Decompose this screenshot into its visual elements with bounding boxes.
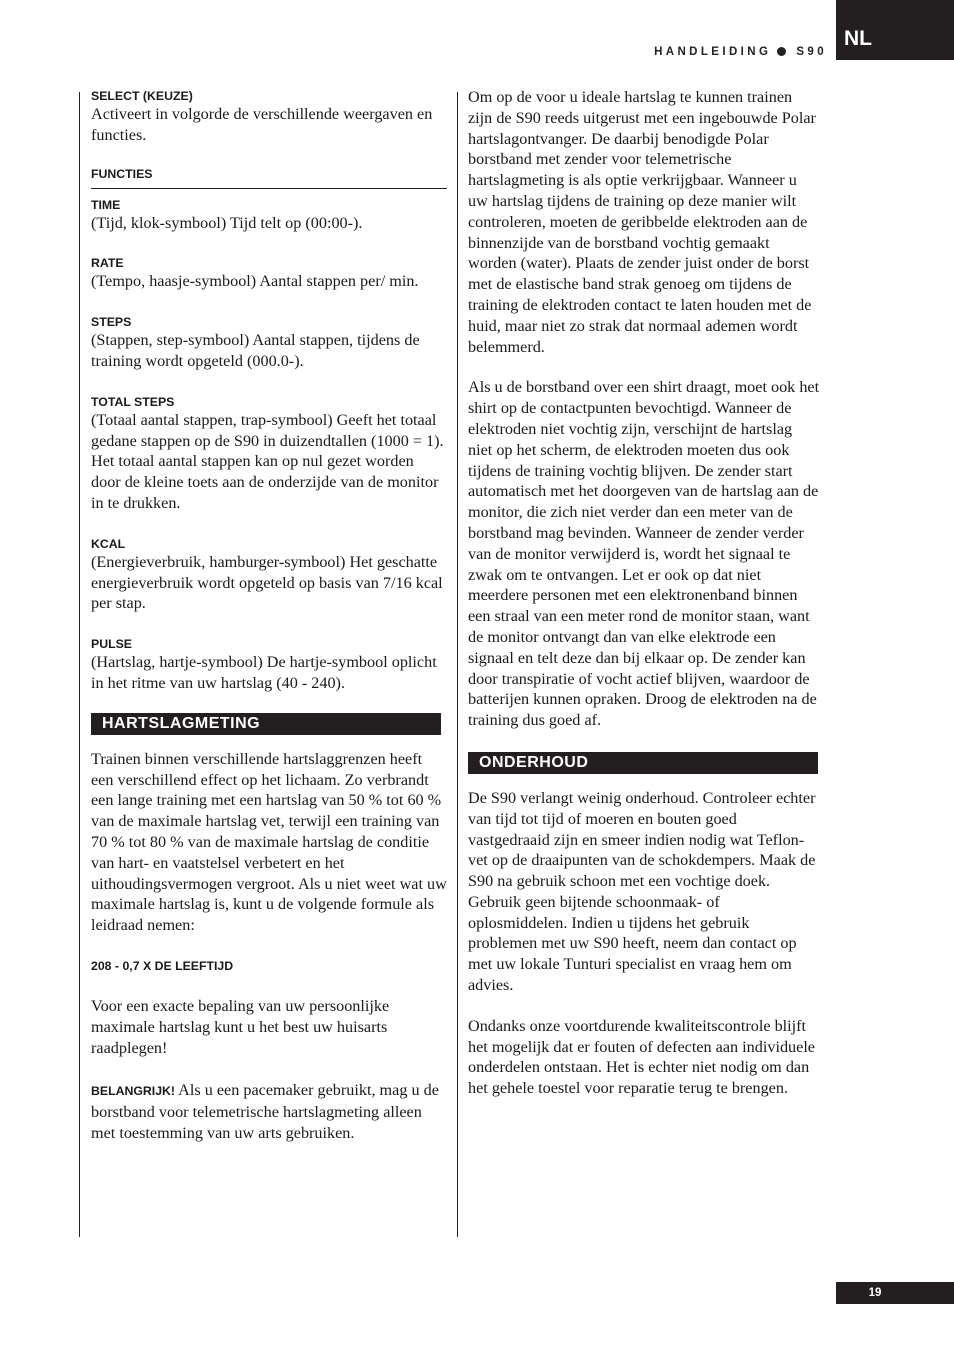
steps-heading: STEPS (91, 315, 132, 330)
page-number (836, 1282, 954, 1304)
pulse-text: (Hartslag, hartje-symbool) De hartje-symbool oplicht in het ritme van uw hartslag (40 - 240). (91, 653, 437, 692)
left-column-rule (79, 92, 80, 1237)
language-label: NL (844, 27, 872, 50)
belangrijk-label: BELANGRIJK! (91, 1084, 176, 1099)
right-column (468, 87, 820, 1099)
kcal-heading: KCAL (91, 536, 126, 551)
bullet-dot-icon (777, 47, 786, 56)
onderhoud-paragraph: De S90 verlangt weinig onderhoud. Controleer echter van tijd tot tijd of moeren en bouten goed vastgedraaid zijn en smeer indien nodig wat Teflon-vet op de draaipunten van de schokdempers. Maak de S90 na gebruik schoon met een vochtige doek. Gebruik geen bijtende schoonmaak- of oplosmiddelen. Indien u tijdens het gebruik problemen met uw S90 heeft, neem dan contact op met uw lokale Tunturi specialist en vraag hem om advies. (468, 788, 816, 995)
time-text: (Tijd, klok-symbool) Tijd telt op (00:00-). (91, 213, 363, 232)
total-steps-heading: TOTAL STEPS (91, 394, 175, 409)
total-steps-text: (Totaal aantal stappen, trap-symbool) Geeft het totaal gedane stappen op de S90 in duizendtallen (1000 = 1). Het totaal aantal stappen kan op nul gezet worden door de kleine toets aan de onderzijde van de monitor in te drukken. (91, 410, 444, 512)
manual-title: HANDLEIDING (654, 46, 772, 58)
functies-heading: FUNCTIES (91, 166, 447, 189)
formula: 208 - 0,7 X DE LEEFTIJD (91, 958, 234, 973)
language-tab (836, 0, 954, 60)
rate-heading: RATE (91, 256, 124, 271)
hartslagmeting-heading: HARTSLAGMETING (91, 713, 441, 735)
belangrijk-text: Als u een pacemaker gebruikt, mag u de borstband voor telemetrische hartslagmeting alleen met toestemming van uw arts gebruiken. (91, 1081, 439, 1142)
select-text: Activeert in volgorde de verschillende weergaven en functies. (91, 105, 433, 144)
hartslagmeting-text: Trainen binnen verschillende hartslaggrenzen heeft een verschillend effect op het lichaam. Zo verbrandt een lange training met een hartslag van 50 % tot 60 % van de maximale hartslag vet, terwijl een training van 70 % tot 80 % van de maximale hartslag de conditie van hart- en vaatstelsel verbetert en het uithoudingsvermogen vergroot. Als u niet weet wat uw maximale hartslag is, kunt u de volgende formule als leidraad nemen: (91, 749, 447, 935)
shirt-paragraph: Als u de borstband over een shirt draagt, moet ook het shirt op de contactpunten bevochtigd. Wanneer de elektroden niet vochtig zijn, verschijnt de hartslag niet op het scherm, de elektroden moeten dus ook tijdens de training vochtig blijven. De zender start automatisch met het doorgeven van de hartslag aan de monitor, die zich niet verder dan een meter van de borstband mag bevinden. Wanneer de zender verder van de monitor verwijderd is, wordt het signaal te zwak om te ontvangen. Let er ook op dat niet meerdere personen met een elektronenband binnen een straal van een meter rond de monitor staan, want de monitor ontvangt dan van elke elektrode een signaal en telt deze dan bij elkaar op. De zender kan door transpiratie of vocht actief blijven, waardoor de batterijen kunnen opraken. Droog de elektroden na de training dus goed af. (468, 378, 820, 730)
right-column-rule (457, 92, 458, 1237)
onderhoud-heading: ONDERHOUD (468, 752, 818, 774)
select-heading: SELECT (KEUZE) (91, 89, 193, 103)
exact-text: Voor een exacte bepaling van uw persoonlijke maximale hartslag kunt u het best uw huisarts raadplegen! (91, 996, 390, 1057)
steps-text: (Stappen, step-symbool) Aantal stappen, tijdens de training wordt opgeteld (000.0-). (91, 331, 420, 370)
kcal-text: (Energieverbruik, hamburger-symbool) Het geschatte energieverbruik wordt opgeteld op basis van 7/16 kcal per stap. (91, 552, 443, 613)
rate-text: (Tempo, haasje-symbool) Aantal stappen per/ min. (91, 272, 419, 291)
belangrijk-paragraph (91, 1080, 447, 1143)
running-header (654, 46, 827, 58)
page-number-label: 19 (868, 1287, 882, 1299)
polar-paragraph: Om op de voor u ideale hartslag te kunnen trainen zijn de S90 reeds uitgerust met een ingebouwde Polar hartslagontvanger. De daarbij benodigde Polar borstband met zender voor telemetrische hartslagmeting is als optie verkrijgbaar. Wanneer u uw hartslag tijdens de training op deze manier wilt controleren, moeten de geribbelde elektroden aan de binnenzijde van de borstband vochtig gemaakt worden (water). Plaats de zender juist onder de borst met de elastische band strak genoeg om tijdens de training de elektroden contact te laten houden met de huid, maar niet zo strak dat normaal ademen wordt belemmerd. (468, 88, 816, 356)
model-name: S90 (796, 46, 827, 58)
time-heading: TIME (91, 197, 121, 212)
pulse-heading: PULSE (91, 637, 132, 652)
kwaliteit-paragraph: Ondanks onze voortdurende kwaliteitscontrole blijft het mogelijk dat er fouten of defecten aan individuele onderdelen ontstaan. Het is echter niet nodig om dan het gehele toestel voor reparatie terug te brengen. (468, 1016, 815, 1098)
left-column (91, 88, 447, 1144)
